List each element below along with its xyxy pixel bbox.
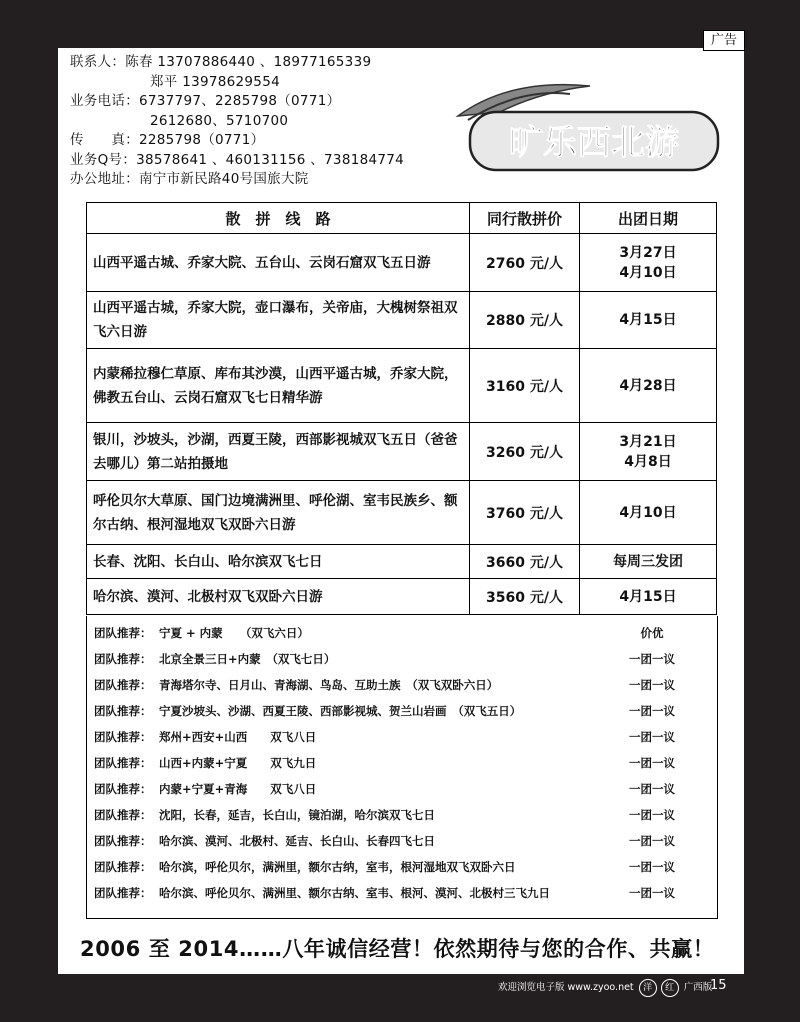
header-price: 同行散拼价 bbox=[470, 203, 580, 234]
slogan: 2006 至 2014……八年诚信经营！依然期待与您的合作、共赢！ bbox=[80, 937, 715, 961]
list-item: 团队推荐： 哈尔滨，呼伦贝尔，满洲里，额尔古纳，室韦，根河湿地双飞双卧六日 一团一议 bbox=[94, 860, 675, 874]
list-item: 团队推荐： 哈尔滨、漠河、北极村、延吉、长白山、长春四飞七日 一团一议 bbox=[94, 834, 675, 848]
table-row: 山西平遥古城，乔家大院，壶口瀑布，关帝庙，大槐树祭祖双飞六日游 2880 元/人 4月15日 bbox=[87, 292, 717, 349]
contact-block bbox=[70, 53, 404, 190]
contact-person-row: 联系人：陈春 13707886440 、18977165339 bbox=[70, 54, 372, 70]
list-item: 团队推荐： 内蒙+宁夏+青海 双飞八日 一团一议 bbox=[94, 782, 675, 796]
team-recommend-box bbox=[86, 616, 718, 919]
table-row: 内蒙稀拉穆仁草原、库布其沙漠，山西平遥古城，乔家大院，佛教五台山、云岗石窟双飞七日精华游 3160 元/人 4月28日 bbox=[87, 349, 717, 423]
table-row: 银川，沙坡头，沙湖，西夏王陵，西部影视城双飞五日（爸爸去哪儿）第二站拍摄地 3260 元/人 3月21日 4月8日 bbox=[87, 423, 717, 481]
fax-row: 传 真：2285798（0771） bbox=[70, 132, 265, 148]
list-item: 团队推荐： 宁夏 + 内蒙 （双飞六日） 价优 bbox=[94, 626, 664, 640]
table-row: 山西平遥古城、乔家大院、五台山、云岗石窟双飞五日游 2760 元/人 3月27日 4月10日 bbox=[87, 234, 717, 292]
table-row: 哈尔滨、漠河、北极村双飞双卧六日游 3560 元/人 4月15日 bbox=[87, 579, 717, 615]
contact-person-1: 陈春 13707886440 、18977165339 bbox=[125, 54, 372, 70]
list-item: 团队推荐： 北京全景三日+内蒙 （双飞七日） 一团一议 bbox=[94, 652, 675, 666]
phone-row-2: 2612680、5710700 bbox=[150, 112, 289, 129]
header-route: 散 拼 线 路 bbox=[87, 203, 470, 234]
footer-edition: 广西版 bbox=[683, 982, 713, 993]
list-item: 团队推荐： 哈尔滨、呼伦贝尔、满洲里、额尔古纳、室韦、根河、漠河、北极村三飞九日 一团一议 bbox=[94, 886, 675, 900]
qq-row: 业务Q号：38578641 、460131156 、738184774 bbox=[70, 151, 405, 168]
route-table bbox=[86, 202, 717, 615]
phone-row: 业务电话：6737797、2285798（0771） bbox=[70, 93, 341, 109]
list-item: 团队推荐： 青海塔尔寺、日月山、青海湖、鸟岛、互助土族 （双飞双卧六日） 一团一议 bbox=[94, 678, 675, 692]
brand-logo bbox=[440, 78, 730, 178]
table-header bbox=[87, 203, 717, 234]
footer-site-text[interactable]: 欢迎浏览电子版 www.zyoo.net bbox=[498, 982, 634, 993]
address-row: 办公地址：南宁市新民路40号国旅大院 bbox=[70, 171, 309, 187]
ad-tag: 广告 bbox=[703, 30, 745, 51]
seal-icon: 红 bbox=[661, 979, 679, 997]
header-date: 出团日期 bbox=[580, 203, 717, 234]
list-item: 团队推荐： 沈阳，长春，延吉，长白山，镜泊湖，哈尔滨双飞七日 一团一议 bbox=[94, 808, 675, 822]
list-item: 团队推荐： 宁夏沙坡头、沙湖、西夏王陵、西部影视城、贺兰山岩画 （双飞五日） 一团一议 bbox=[94, 704, 675, 718]
list-item: 团队推荐： 郑州+西安+山西 双飞八日 一团一议 bbox=[94, 730, 675, 744]
table-row: 呼伦贝尔大草原、国门边境满洲里、呼伦湖、室韦民族乡、额尔古纳、根河湿地双飞双卧六日游 3760 元/人 4月10日 bbox=[87, 481, 717, 545]
list-item: 团队推荐： 山西+内蒙+宁夏 双飞九日 一团一议 bbox=[94, 756, 675, 770]
contact-person-2: 郑平 13978629554 bbox=[150, 73, 280, 90]
logo-text: 旷乐西北游 bbox=[509, 123, 679, 163]
seal-icon: 洋 bbox=[639, 979, 657, 997]
footer bbox=[498, 977, 712, 999]
page-number: 15 bbox=[710, 978, 727, 993]
table-row: 长春、沈阳、长白山、哈尔滨双飞七日 3660 元/人 每周三发团 bbox=[87, 545, 717, 579]
